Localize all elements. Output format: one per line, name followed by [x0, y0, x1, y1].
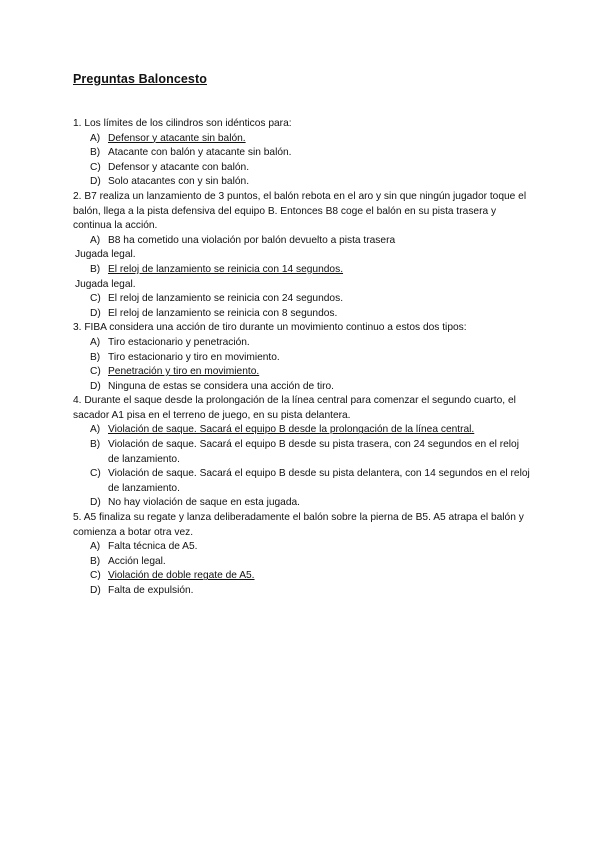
document-title: Preguntas Baloncesto [73, 72, 207, 86]
option-letter: C) [90, 161, 101, 173]
option-letter: D) [90, 380, 101, 392]
option-a [73, 423, 533, 438]
option-text-correct: Violación de doble regate de A5. [108, 570, 255, 582]
option-text: Violación de saque. Sacará el equipo B desde su pista delantera, con 14 segundos en el reloj de lanzamiento. [108, 468, 530, 494]
option-a [73, 336, 533, 351]
question-5 [73, 511, 533, 599]
option-d [73, 584, 533, 599]
option-text-correct: Penetración y tiro en movimiento. [108, 366, 260, 378]
option-text: B8 ha cometido una violación por balón devuelto a pista trasera [108, 234, 396, 246]
option-d [73, 380, 533, 395]
option-note: Jugada legal. [75, 278, 136, 290]
question-text: 5. A5 finaliza su regate y lanza deliberadamente el balón sobre la pierna de B5. A5 atrapa el balón y comienza a botar otra vez. [73, 512, 524, 538]
question-list [73, 117, 533, 599]
option-letter: B) [90, 351, 101, 363]
option-b [73, 555, 533, 570]
option-letter: C) [90, 293, 101, 305]
option-text: Solo atacantes con y sin balón. [108, 176, 250, 188]
option-b [73, 438, 533, 467]
option-letter: A) [90, 336, 101, 348]
option-letter: C) [90, 366, 101, 378]
option-text: Tiro estacionario y tiro en movimiento. [108, 351, 280, 363]
question-1 [73, 117, 533, 190]
option-text: Defensor y atacante con balón. [108, 161, 250, 173]
option-c [73, 161, 533, 176]
question-text: 1. Los límites de los cilindros son idénticos para: [73, 118, 292, 129]
question-3 [73, 321, 533, 394]
option-b [73, 351, 533, 366]
option-letter: D) [90, 307, 101, 319]
option-text: Falta de expulsión. [108, 585, 194, 596]
option-text-correct: Violación de saque. Sacará el equipo B desde la prolongación de la línea central. [108, 424, 475, 436]
option-letter: B) [90, 147, 101, 159]
option-letter: D) [90, 585, 101, 596]
option-text-correct: El reloj de lanzamiento se reinicia con 14 segundos. [108, 263, 344, 275]
option-text: No hay violación de saque en esta jugada. [108, 497, 301, 509]
option-c [73, 467, 533, 496]
option-text: Acción legal. [108, 555, 166, 567]
question-4 [73, 394, 533, 511]
option-letter: B) [90, 263, 101, 275]
option-d [73, 496, 533, 511]
question-text: 3. FIBA considera una acción de tiro durante un movimiento continuo a estos dos tipos: [73, 322, 467, 334]
option-letter: D) [90, 176, 101, 188]
option-b [73, 263, 533, 278]
option-letter: C) [90, 468, 101, 480]
option-text: Violación de saque. Sacará el equipo B desde su pista trasera, con 24 segundos en el reloj de lanzamiento. [108, 439, 519, 465]
option-letter: B) [90, 555, 101, 567]
question-text: 4. Durante el saque desde la prolongación de la línea central para comenzar el segundo cuarto, el sacador A1 pisa en el terreno de juego, en su pista delantera. [73, 395, 516, 421]
option-note: Jugada legal. [75, 249, 136, 261]
option-letter: A) [90, 541, 101, 553]
option-b [73, 146, 533, 161]
option-text: El reloj de lanzamiento se reinicia con 24 segundos. [108, 293, 344, 305]
option-letter: B) [90, 439, 101, 451]
question-2 [73, 190, 533, 321]
option-c [73, 292, 533, 307]
option-letter: D) [90, 497, 101, 509]
option-d [73, 175, 533, 190]
option-text: Falta técnica de A5. [108, 541, 198, 553]
option-c [73, 569, 533, 584]
option-letter: C) [90, 570, 101, 582]
question-text: 2. B7 realiza un lanzamiento de 3 puntos, el balón rebota en el aro y sin que ningún jugador toque el balón, llega a la pista defensiva del equipo B. Entonces B8 coge el balón en su pista trasera y continua la acción. [73, 190, 527, 232]
option-a [73, 132, 533, 147]
option-letter: A) [90, 424, 101, 436]
option-text: El reloj de lanzamiento se reinicia con 8 segundos. [108, 307, 338, 319]
option-text: Atacante con balón y atacante sin balón. [108, 147, 292, 159]
option-text-correct: Defensor y atacante sin balón. [108, 132, 246, 144]
option-d [73, 307, 533, 322]
option-a [73, 234, 533, 249]
option-letter: A) [90, 234, 101, 246]
option-letter: A) [90, 132, 101, 144]
option-text: Ninguna de estas se considera una acción de tiro. [108, 380, 334, 392]
option-text: Tiro estacionario y penetración. [108, 336, 250, 348]
option-a [73, 540, 533, 555]
option-c [73, 365, 533, 380]
